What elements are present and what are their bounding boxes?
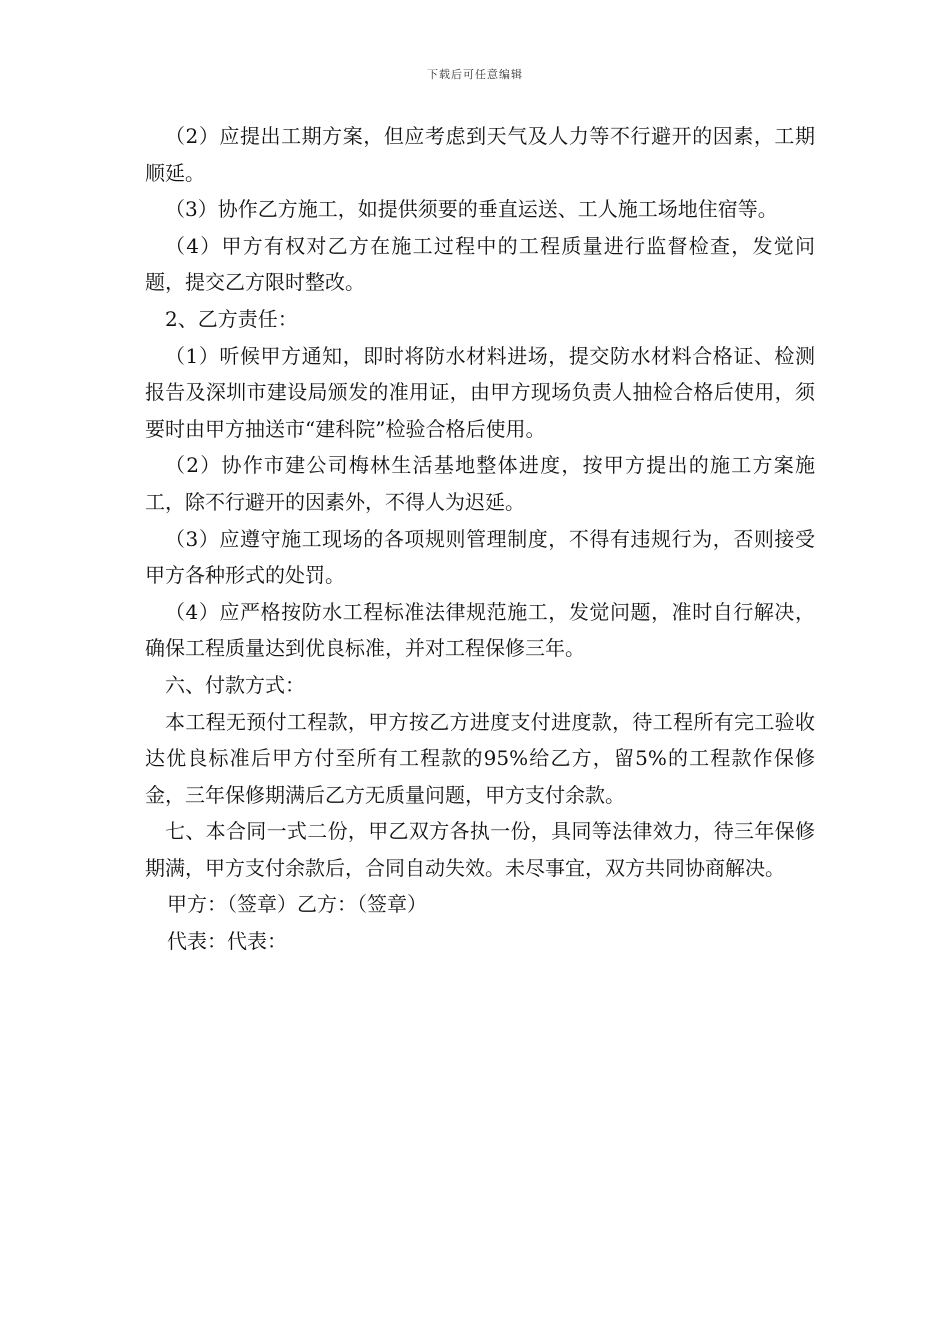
paragraph-contractor-duty-3: （3）应遵守施工现场的各项规则管理制度，不得有违规行为，否则接受甲方各种形式的处罚。: [145, 526, 815, 588]
paragraph-contractor-duty-2: （2）协作市建公司梅林生活基地整体进度，按甲方提出的施工方案施工，除不行避开的因素外，不得人为迟延。: [145, 453, 815, 514]
paragraph-payment-terms: 本工程无预付工程款，甲方按乙方进度支付进度款，待工程所有完工验收达优良标准后甲方付至所有工程款的95%给乙方，留5%的工程款作保修金，三年保修期满后乙方无质量问题，甲方支付余款。: [145, 709, 815, 807]
section-heading-payment: 六、付款方式：: [165, 672, 305, 697]
paragraph-contractor-duty-1: （1）听候甲方通知，即时将防水材料进场，提交防水材料合格证、检测报告及深圳市建设局颁发的准用证，由甲方现场负责人抽检合格后使用，须要时由甲方抽送市“建科院”检验合格后使用。: [145, 343, 815, 441]
paragraph-owner-duty-3: （3）协作乙方施工，如提供须要的垂直运送、工人施工场地住宿等。: [165, 197, 778, 222]
signature-line: 甲方：（签章）乙方：（签章）: [167, 892, 427, 917]
page-header-note: 下载后可任意编辑: [427, 68, 523, 81]
paragraph-contractor-duty-4: （4）应严格按防水工程标准法律规范施工，发觉问题，准时自行解决，确保工程质量达到优良标准，并对工程保修三年。: [145, 599, 815, 661]
paragraph-owner-duty-2: （2）应提出工期方案，但应考虑到天气及人力等不行避开的因素，工期顺延。: [145, 124, 815, 185]
representative-line: 代表：代表：: [167, 929, 287, 954]
paragraph-owner-duty-4: （4）甲方有权对乙方在施工过程中的工程质量进行监督检查，发觉问题，提交乙方限时整改。: [145, 233, 815, 295]
document-body: [145, 118, 815, 960]
paragraph-contract-copies: 七、本合同一式二份，甲乙双方各执一份，具同等法律效力，待三年保修期满，甲方支付余款后，合同自动失效。未尽事宜，双方共同协商解决。: [145, 819, 815, 880]
section-heading-contractor-duties: 2、乙方责任：: [165, 306, 298, 331]
